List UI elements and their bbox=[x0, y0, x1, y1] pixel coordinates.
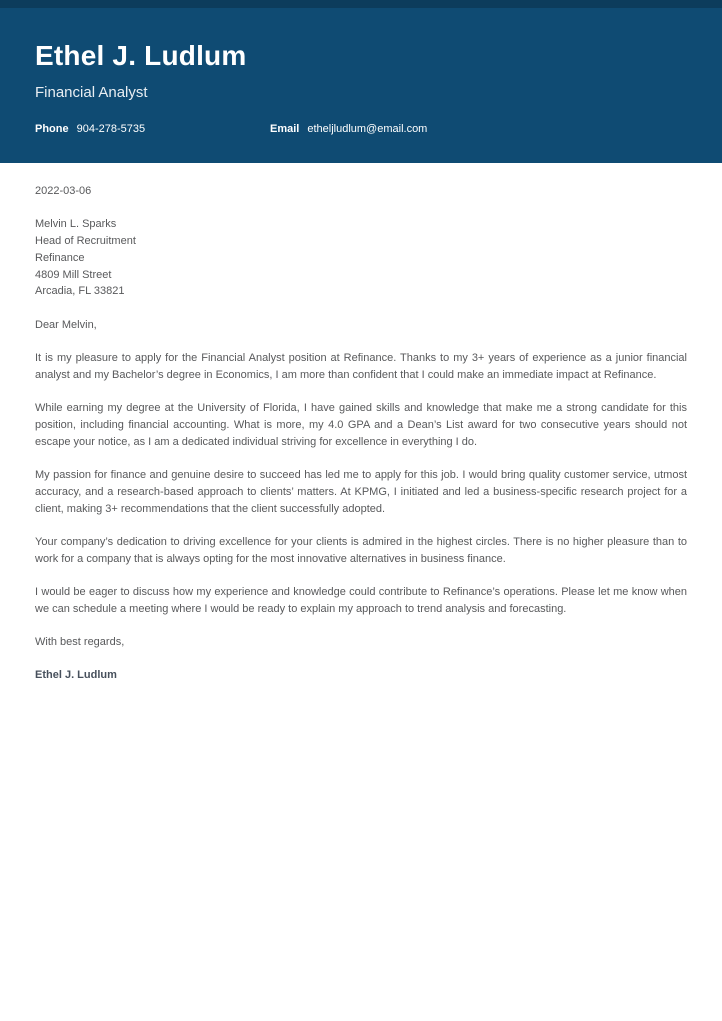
letter-date: 2022-03-06 bbox=[35, 185, 92, 197]
recipient-street: 4809 Mill Street bbox=[35, 268, 112, 281]
paragraph-5: I would be eager to discuss how my experience and knowledge could contribute to Refinance’s operations. Please let me know when we can schedule a meeting where I would be ready to explain my approach to trend analysis and forecasting. bbox=[35, 586, 687, 615]
paragraph-1: It is my pleasure to apply for the Financial Analyst position at Refinance. Thanks to my 3+ years of experience as a junior financial analyst and my Bachelor’s degree in Economics, I am more than confident that I could make an immediate impact at Refinance. bbox=[35, 352, 687, 381]
paragraph-3: My passion for finance and genuine desire to succeed has led me to apply for this job. I would bring quality customer service, utmost accuracy, and a research-based approach to clients’ matters. At KPMG, I initiated and led a business-specific research project for a client, making 3+ recommendations that the client successfully adopted. bbox=[35, 469, 687, 515]
paragraph-4: Your company’s dedication to driving excellence for your clients is admired in the highest circles. There is no higher pleasure than to work for a company that is always opting for the most innovative alternatives in business finance. bbox=[35, 535, 687, 565]
salutation: Dear Melvin, bbox=[35, 318, 97, 331]
email-contact bbox=[270, 123, 427, 136]
recipient-block bbox=[35, 216, 687, 300]
paragraph-2: While earning my degree at the University of Florida, I have gained skills and knowledge that make me a strong candidate for this position, including financial accounting. What is more, my 4.0 GPA and a Dean’s List award for two consecutive years should not escape your notice, as I am a dedicated individual striving for excellence in everything I do. bbox=[35, 402, 687, 448]
phone-contact bbox=[35, 123, 270, 136]
phone-label: Phone bbox=[35, 123, 69, 135]
recipient-name: Melvin L. Sparks bbox=[35, 218, 117, 231]
recipient-city: Arcadia, FL 33821 bbox=[35, 285, 125, 298]
recipient-company: Refinance bbox=[35, 251, 85, 264]
header-banner bbox=[0, 0, 722, 163]
signature: Ethel J. Ludlum bbox=[35, 669, 117, 682]
email-value: etheljludlum@email.com bbox=[307, 123, 428, 135]
email-label: Email bbox=[270, 123, 300, 135]
closing: With best regards, bbox=[35, 636, 125, 649]
phone-value: 904-278-5735 bbox=[76, 123, 146, 135]
contact-row bbox=[35, 123, 687, 136]
candidate-name: Ethel J. Ludlum bbox=[35, 40, 247, 71]
letter-body bbox=[0, 163, 722, 684]
candidate-title: Financial Analyst bbox=[35, 84, 148, 101]
recipient-role: Head of Recruitment bbox=[35, 235, 136, 248]
header-top-strip bbox=[0, 0, 722, 8]
header-content bbox=[0, 8, 722, 163]
